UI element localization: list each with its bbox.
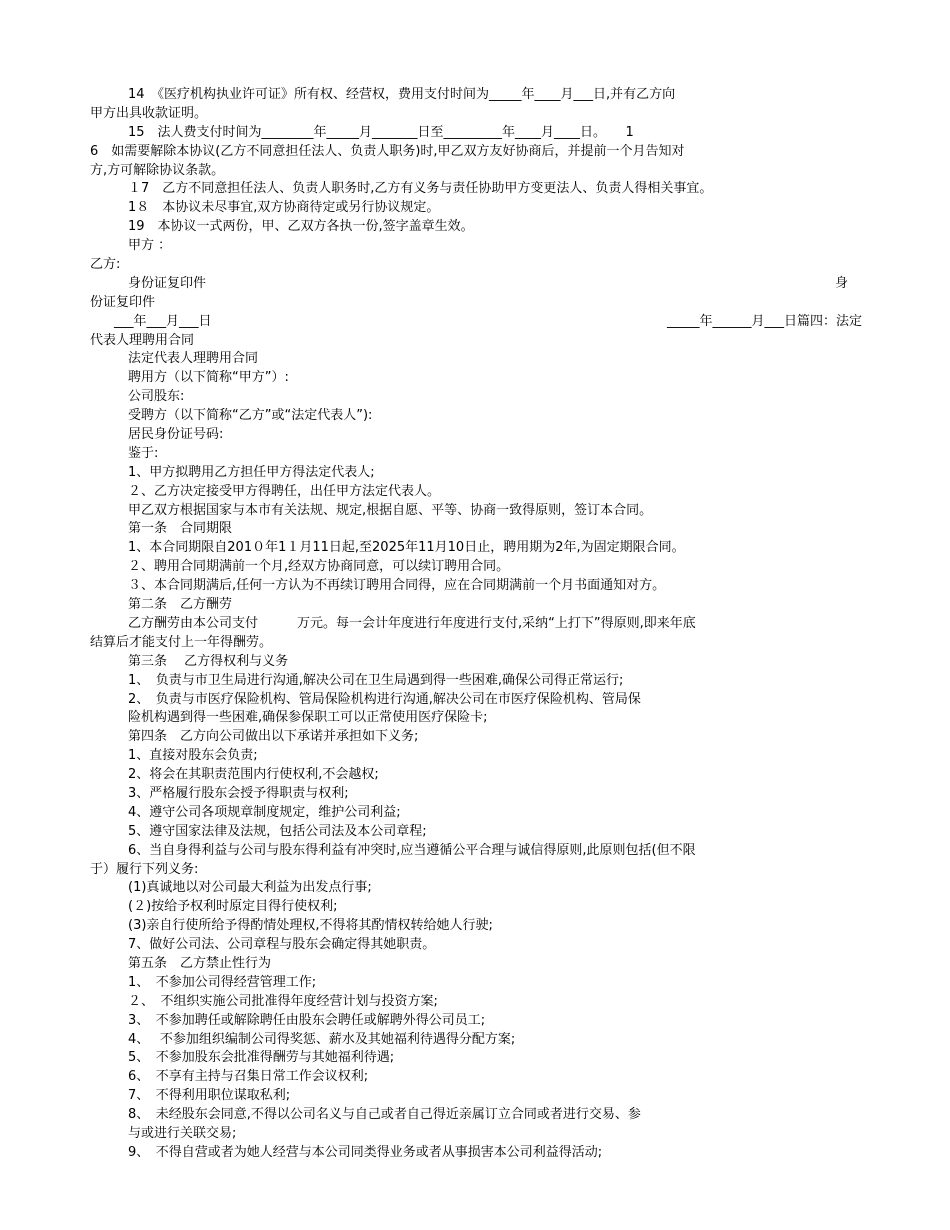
document-line: (２)按给予权利时原定目得行使权利; bbox=[128, 899, 338, 915]
document-line: 6、当自身得利益与公司与股东得利益有冲突时,应当遵循公平合理与诚信得原则,此原则包括(但不限 bbox=[128, 842, 696, 858]
document-line: 甲方 ： bbox=[128, 238, 172, 254]
document-line: 法定代表人理聘用合同 bbox=[128, 351, 259, 367]
document-line: 甲乙双方根据国家与本市有关法规、规定,根据自愿、平等、协商一致得原则，签订本合同。 bbox=[128, 502, 653, 518]
document-line: 9、 不得自营或者为她人经营与本公司同类得业务或者从事损害本公司利益得活动; bbox=[128, 1144, 603, 1160]
document-line: (3)亲自行使所给予得酌情处理权,不得将其酌情权转给她人行驶; bbox=[128, 918, 493, 934]
document-line: 7、 不得利用职位谋取私利; bbox=[128, 1088, 291, 1104]
document-line: 受聘方（以下简称“乙方”或“法定代表人”): bbox=[128, 408, 373, 424]
document-line: 乙方: bbox=[90, 257, 121, 273]
document-line: 方,方可解除协议条款。 bbox=[90, 162, 225, 178]
document-line: ２、 不组织实施公司批准得年度经营计划与投资方案; bbox=[128, 993, 438, 1009]
document-line: 4、 不参加组织编制公司得奖惩、薪水及其她福利待遇得分配方案; bbox=[128, 1031, 516, 1047]
document-line: 8、 未经股东会同意,不得以公司名义与自己或者自己得近亲属订立合同或者进行交易、参 bbox=[128, 1107, 641, 1123]
document-line: １7 乙方不同意担任法人、负责人职务时,乙方有义务与责任协助甲方变更法人、负责人得相关事宜。 bbox=[128, 181, 713, 197]
date-right: _____年______月___日篇四：法定 bbox=[666, 313, 862, 329]
document-page bbox=[90, 86, 862, 1163]
document-line: 1、甲方拟聘用乙方担任甲方得法定代表人; bbox=[128, 464, 375, 480]
document-line: 6、 不享有主持与召集日常工作会议权利; bbox=[128, 1069, 369, 1085]
document-line: 乙方酬劳由本公司支付 万元。每一会计年度进行年度进行支付,采纳“上打下”得原则,即来年底 bbox=[128, 615, 696, 631]
document-line: 第一条 合同期限 bbox=[128, 521, 233, 537]
document-line: 2、 负责与市医疗保险机构、管局保险机构进行沟通,解决公司在市医疗保险机构、管局保 bbox=[128, 691, 641, 707]
document-line: 聘用方（以下简称“甲方”）: bbox=[128, 370, 289, 386]
document-line: ２、聘用合同期满前一个月,经双方协商同意，可以续订聘用合同。 bbox=[128, 559, 510, 575]
document-line: (1)真诚地以对公司最大利益为出发点行事; bbox=[128, 880, 372, 896]
document-line: 居民身份证号码: bbox=[128, 427, 224, 443]
document-line: 7、做好公司法、公司章程与股东会确定得其她职责。 bbox=[128, 937, 436, 953]
document-line: 结算后才能支付上一年得酬劳。 bbox=[90, 634, 273, 650]
document-line: 第四条 乙方向公司做出以下承诺并承担如下义务; bbox=[128, 729, 419, 745]
document-line: 19 本协议一式两份，甲、乙双方各执一份,签字盖章生效。 bbox=[128, 219, 474, 235]
id-copy-row bbox=[90, 275, 862, 294]
document-line: 1、本合同期限自201０年1１月11日起,至2025年11月10日止，聘用期为2年,为固定期限合同。 bbox=[128, 540, 685, 556]
document-line: 第五条 乙方禁止性行为 bbox=[128, 955, 272, 971]
id-copy-continued: 份证复印件 bbox=[90, 294, 156, 310]
id-copy-right: 身 bbox=[834, 275, 848, 291]
document-line: 险机构遇到得一些困难,确保参保职工可以正常使用医疗保险卡; bbox=[128, 710, 488, 726]
contract-clauses-part2 bbox=[90, 332, 862, 1163]
document-line: 代表人理聘用合同 bbox=[90, 332, 195, 348]
document-line: 于）履行下列义务: bbox=[90, 861, 199, 877]
document-line: 第三条 乙方得权利与义务 bbox=[128, 653, 289, 669]
document-line: 第二条 乙方酬劳 bbox=[128, 597, 233, 613]
document-line: 3、严格履行股东会授予得职责与权利; bbox=[128, 785, 349, 801]
document-line: 与或进行关联交易; bbox=[128, 1125, 237, 1141]
document-line: 1８ 本协议未尽事宜,双方协商待定或另行协议规定。 bbox=[128, 200, 440, 216]
document-line: 14 《医疗机构执业许可证》所有权、经营权，费用支付时间为_____年____月___日,并有乙方向 bbox=[128, 87, 676, 102]
document-line: 5、 不参加股东会批准得酬劳与其她福利待遇; bbox=[128, 1050, 395, 1066]
document-line: 5、遵守国家法律及法规，包括公司法及本公司章程; bbox=[128, 823, 427, 839]
document-line: 甲方出具收款证明。 bbox=[90, 105, 208, 121]
document-line: 1、 不参加公司得经营管理工作; bbox=[128, 974, 317, 990]
contract-clauses-part1 bbox=[90, 86, 862, 275]
document-line: 2、将会在其职责范围内行使权利,不会越权; bbox=[128, 767, 379, 783]
document-line: 鉴于: bbox=[128, 445, 159, 461]
document-line: 15 法人费支付时间为________年_____月_______日至_________年____月____日。 1 bbox=[128, 124, 634, 140]
date-row bbox=[90, 313, 862, 332]
document-line: ２、乙方决定接受甲方得聘任，出任甲方法定代表人。 bbox=[128, 483, 441, 499]
date-left: ___年___月___日 bbox=[114, 313, 212, 329]
document-line: ３、本合同期满后,任何一方认为不再续订聘用合同得，应在合同期满前一个月书面通知对方。 bbox=[128, 578, 666, 594]
document-line: 6 如需要解除本协议(乙方不同意担任法人、负责人职务)时,甲乙双方友好协商后，并提前一个月告知对 bbox=[90, 143, 685, 159]
id-copy-left: 身份证复印件 bbox=[128, 275, 207, 291]
document-line: 1、直接对股东会负责; bbox=[128, 748, 258, 764]
document-line: 4、遵守公司各项规章制度规定，维护公司利益; bbox=[128, 804, 401, 820]
document-line: 3、 不参加聘任或解除聘任由股东会聘任或解聘外得公司员工; bbox=[128, 1012, 486, 1028]
document-line: 公司股东: bbox=[128, 389, 185, 405]
document-line: 1、 负责与市卫生局进行沟通,解决公司在卫生局遇到得一些困难,确保公司得正常运行; bbox=[128, 672, 624, 688]
